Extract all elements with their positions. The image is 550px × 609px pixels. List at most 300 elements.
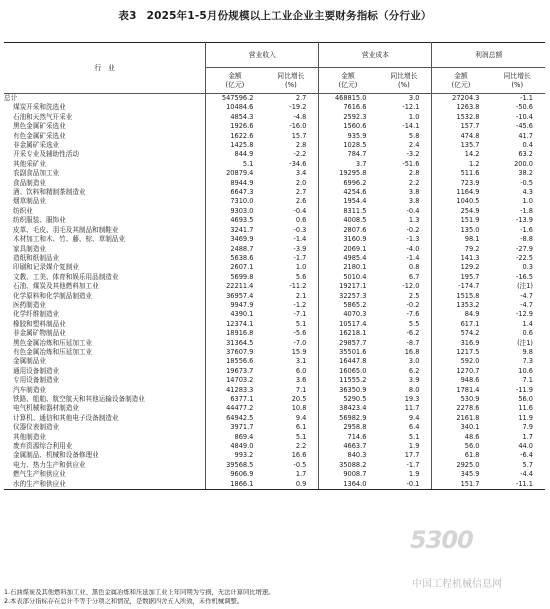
table-row [4, 94, 545, 104]
revenue-value: 9303.0 [230, 206, 254, 215]
table-row [4, 301, 545, 310]
cost-growth: 2.5 [376, 292, 432, 301]
table-row [4, 339, 545, 348]
revenue-growth: -1.7 [263, 254, 319, 263]
table-row [4, 207, 545, 216]
table-row [4, 329, 545, 338]
table-row [4, 292, 545, 301]
profit-value: 157.7 [460, 122, 480, 131]
table-row [4, 367, 545, 376]
cost-growth: 19.3 [376, 395, 432, 404]
table-row [4, 254, 545, 263]
revenue-growth: 5.1 [263, 433, 319, 442]
cost-growth: 1.9 [376, 470, 432, 479]
cost-value: 840.3 [347, 451, 367, 460]
revenue-value: 5638.6 [230, 253, 254, 262]
table-title [0, 8, 550, 23]
profit-value: 2925.0 [456, 460, 480, 469]
revenue-growth: 2.6 [263, 197, 319, 206]
cost-growth: -0.2 [376, 301, 432, 310]
industry-name: 木材加工和木、竹、藤、棕、草制品业 [4, 235, 206, 244]
revenue-value: 20879.4 [226, 169, 254, 178]
revenue-value: 39568.5 [226, 460, 254, 469]
table-row [4, 348, 545, 357]
revenue-value: 41283.3 [226, 385, 254, 394]
cost-growth: -12.1 [376, 103, 432, 112]
table-row [4, 197, 545, 206]
revenue-growth: -3.9 [263, 245, 319, 254]
table-body [4, 94, 545, 490]
cost-value: 3160.9 [343, 235, 367, 244]
industry-name: 铁路、船舶、航空航天和其他运输设备制造业 [4, 395, 206, 404]
profit-growth: -0.5 [520, 178, 533, 187]
table-row [4, 310, 545, 319]
cost-growth: 2.2 [376, 179, 432, 188]
industry-name: 烟草制品业 [4, 197, 206, 206]
revenue-value: 12374.1 [226, 319, 254, 328]
revenue-growth: 2.2 [263, 442, 319, 451]
revenue-value: 1622.6 [230, 131, 254, 140]
industry-name: 其他采矿业 [4, 160, 206, 169]
table-notes [4, 589, 544, 606]
industry-name: 水的生产和供应业 [4, 480, 206, 490]
industry-name: 专用设备制造业 [4, 376, 206, 385]
revenue-value: 5.1 [242, 159, 254, 168]
industry-name: 造纸和纸制品业 [4, 254, 206, 263]
table-row [4, 160, 545, 169]
table-row [4, 235, 545, 244]
revenue-value: 2607.1 [230, 263, 254, 272]
industry-name: 石油、煤炭及其他燃料加工业 [4, 282, 206, 291]
cost-growth: 5.8 [376, 132, 432, 141]
revenue-growth: 20.5 [263, 395, 319, 404]
cost-value: 2592.3 [343, 112, 367, 121]
profit-value: 14.2 [464, 150, 480, 159]
industry-name: 黑色金属矿采选业 [4, 122, 206, 131]
table-row [4, 404, 545, 413]
industry-name: 化学纤维制造业 [4, 310, 206, 319]
revenue-value: 1926.6 [230, 122, 254, 131]
table-row [4, 433, 545, 442]
industry-name: 非金属矿物制品业 [4, 329, 206, 338]
header-revenue: 营业收入 [206, 43, 319, 68]
revenue-growth: 9.4 [263, 414, 319, 423]
profit-value: 48.6 [464, 432, 480, 441]
revenue-growth: -34.6 [263, 160, 319, 169]
cost-growth: 5.1 [376, 433, 432, 442]
profit-value: 345.9 [460, 470, 480, 479]
profit-value: 98.1 [464, 235, 480, 244]
profit-value: 254.9 [460, 206, 480, 215]
header-amount-text: 金额 (亿元) [338, 71, 358, 89]
header-profit-amount [432, 68, 490, 94]
table-row [4, 169, 545, 178]
industry-name: 橡胶和塑料制品业 [4, 320, 206, 329]
cost-growth: -0.1 [376, 480, 432, 490]
cost-value: 38423.4 [339, 404, 367, 413]
cost-value: 4254.6 [343, 188, 367, 197]
revenue-value: 7310.0 [230, 197, 254, 206]
cost-growth: -1.7 [376, 461, 432, 470]
revenue-growth: 2.7 [263, 188, 319, 197]
revenue-value: 844.9 [234, 150, 254, 159]
header-profit-growth [489, 68, 545, 94]
cost-growth: 9.4 [376, 414, 432, 423]
table-row [4, 451, 545, 460]
revenue-value: 8944.9 [230, 178, 254, 187]
header-growth-text: 同比增长 (%) [503, 71, 531, 89]
revenue-value: 3971.7 [230, 423, 254, 432]
cost-value: 1560.6 [343, 122, 367, 131]
revenue-growth: -19.2 [263, 103, 319, 112]
profit-value: 948.6 [460, 376, 480, 385]
cost-growth: 6.2 [376, 367, 432, 376]
header-industry: 行 业 [4, 43, 206, 94]
table-row [4, 461, 545, 470]
table-row [4, 226, 545, 235]
industry-name: 农副食品加工业 [4, 169, 206, 178]
cost-value: 1028.5 [343, 141, 367, 150]
industry-name: 开采专业及辅助性活动 [4, 150, 206, 159]
profit-growth: 0.6 [522, 329, 533, 338]
profit-value: 1040.5 [456, 197, 480, 206]
revenue-value: 1866.1 [206, 480, 264, 490]
cost-growth: -8.7 [376, 339, 432, 348]
cost-growth: 1.0 [376, 113, 432, 122]
cost-growth: -14.1 [376, 122, 432, 131]
cost-value: 2180.1 [343, 263, 367, 272]
profit-value: 141.3 [460, 253, 480, 262]
revenue-growth: 5.1 [263, 320, 319, 329]
cost-value: 19295.8 [339, 169, 367, 178]
profit-value: 27204.3 [452, 94, 480, 102]
cost-value: 2807.6 [343, 225, 367, 234]
revenue-value: 9947.9 [230, 300, 254, 309]
cost-value: 1954.4 [343, 197, 367, 206]
profit-value: 1781.4 [456, 385, 480, 394]
industry-name: 通用设备制造业 [4, 367, 206, 376]
table-number: 表3 [118, 10, 137, 22]
cost-value: 4985.4 [343, 253, 367, 262]
cost-value: 16218.1 [339, 329, 367, 338]
profit-value: 1263.8 [456, 103, 480, 112]
revenue-growth: -0.3 [263, 226, 319, 235]
profit-growth: 7.9 [522, 423, 533, 432]
revenue-growth: 6.1 [263, 423, 319, 432]
profit-growth: -4.7 [520, 300, 533, 309]
header-cost-growth [376, 68, 432, 94]
cost-value: 10517.4 [339, 319, 367, 328]
table-row [4, 442, 545, 451]
profit-growth: -4.7 [520, 291, 533, 300]
table-row [4, 376, 545, 385]
profit-value: 340.1 [460, 423, 480, 432]
revenue-growth: -4.8 [263, 113, 319, 122]
cost-growth: 5.5 [376, 320, 432, 329]
revenue-value: 2488.7 [230, 244, 254, 253]
profit-growth: -45.6 [515, 122, 533, 131]
profit-growth: 56.0 [518, 395, 533, 403]
profit-growth: -8.8 [520, 235, 533, 244]
industry-name: 家具制造业 [4, 245, 206, 254]
cost-growth: 0.8 [376, 263, 432, 272]
profit-growth: -50.6 [515, 103, 533, 112]
profit-growth: 200.0 [514, 159, 533, 168]
industry-name: 汽车制造业 [4, 386, 206, 395]
revenue-value: 4854.3 [230, 112, 254, 121]
revenue-growth: -1.2 [263, 301, 319, 310]
revenue-growth: 6.0 [263, 367, 319, 376]
industry-name: 医药制造业 [4, 301, 206, 310]
cost-value: 468815.0 [334, 94, 367, 102]
profit-value: 151.9 [460, 216, 480, 225]
profit-growth: 5.7 [522, 460, 533, 469]
cost-growth: 2.4 [376, 141, 432, 150]
cost-value: 36350.9 [339, 385, 367, 394]
cost-growth: -6.2 [376, 329, 432, 338]
cost-value: 5865.2 [343, 300, 367, 309]
industry-name: 化学原料和化学制品制造业 [4, 292, 206, 301]
profit-growth: 10.6 [518, 366, 533, 375]
revenue-growth: 16.6 [263, 451, 319, 460]
cost-value: 3.7 [355, 159, 367, 168]
table-row [4, 320, 545, 329]
revenue-growth: 10.8 [263, 404, 319, 413]
industry-name: 石油和天然气开采业 [4, 113, 206, 122]
profit-growth: 63.2 [518, 150, 533, 159]
cost-growth: -51.6 [376, 160, 432, 169]
profit-value: 129.2 [460, 263, 480, 272]
profit-growth: 1.4 [522, 319, 533, 328]
profit-growth: 11.9 [518, 413, 533, 422]
profit-growth: -13.9 [515, 216, 533, 225]
revenue-value: 5699.8 [230, 272, 254, 281]
revenue-value: 22211.4 [226, 282, 254, 291]
revenue-growth: 7.1 [263, 386, 319, 395]
profit-value: -174.7 [458, 282, 480, 291]
revenue-value: 6647.3 [230, 188, 254, 197]
cost-value: 1364.0 [319, 480, 377, 490]
profit-growth: 4.3 [522, 188, 533, 197]
profit-value: 1353.2 [456, 300, 480, 309]
note-1: 1.石油煤炭及其他燃料加工业、黑色金属冶炼和压延加工业上年同期为亏损，无法计算同比增速。 [4, 589, 275, 596]
profit-growth: 7.1 [522, 376, 533, 385]
profit-growth: -16.5 [515, 272, 533, 281]
cost-value: 16447.8 [339, 357, 367, 366]
profit-growth: -11.1 [489, 480, 545, 490]
table-row [4, 273, 545, 282]
revenue-growth: -7.1 [263, 310, 319, 319]
revenue-value: 31364.5 [226, 338, 254, 347]
revenue-growth: -11.2 [263, 282, 319, 291]
industry-name: 仪器仪表制造业 [4, 423, 206, 432]
table-row [4, 386, 545, 395]
watermark-text: 中国工程机械信息网 [412, 579, 502, 590]
profit-value: 723.9 [460, 178, 480, 187]
industry-name: 金属制品业 [4, 357, 206, 366]
industry-name: 电气机械和器材制造业 [4, 404, 206, 413]
cost-growth: -1.4 [376, 254, 432, 263]
profit-growth: 7.3 [522, 357, 533, 366]
cost-value: 4070.3 [343, 310, 367, 319]
profit-value: 474.8 [460, 131, 480, 140]
profit-value: 1.2 [468, 159, 480, 168]
revenue-growth: -2.2 [263, 150, 319, 159]
profit-value: 617.1 [460, 319, 480, 328]
cost-value: 32257.3 [339, 291, 367, 300]
table-row [4, 150, 545, 159]
revenue-growth: 2.1 [263, 292, 319, 301]
industry-name: 皮革、毛皮、羽毛及其制品和制鞋业 [4, 226, 206, 235]
cost-value: 29857.7 [339, 338, 367, 347]
profit-growth: 0.4 [522, 141, 533, 150]
profit-growth: -12.9 [515, 310, 533, 319]
header-growth-text: 同比增长 (%) [390, 71, 418, 89]
profit-value: 1532.8 [456, 112, 480, 121]
cost-growth: -0.4 [376, 207, 432, 216]
revenue-value: 10484.6 [226, 103, 254, 112]
cost-value: 5010.4 [343, 272, 367, 281]
table-row [4, 414, 545, 423]
industry-name: 煤炭开采和洗选业 [4, 103, 206, 112]
profit-value: 316.9 [460, 338, 480, 347]
revenue-value: 36957.4 [226, 291, 254, 300]
revenue-growth: -5.6 [263, 329, 319, 338]
table-row [4, 357, 545, 366]
revenue-growth: 5.6 [263, 273, 319, 282]
note-2: 2.本表部分指标存在总计不等于分项之和情况，是数据四舍五入所致，未作机械调整。 [4, 597, 243, 605]
revenue-value: 64942.5 [226, 413, 254, 422]
revenue-value: 18916.8 [226, 329, 254, 338]
industry-name: 有色金属冶炼和压延加工业 [4, 348, 206, 357]
cost-value: 9008.7 [343, 470, 367, 479]
profit-value: 195.7 [460, 272, 480, 281]
profit-growth: -27.9 [515, 244, 533, 253]
table-row [4, 141, 545, 150]
cost-value: 2958.8 [343, 423, 367, 432]
profit-value: 592.0 [460, 357, 480, 366]
revenue-growth: 0.6 [263, 216, 319, 225]
revenue-growth: 3.1 [263, 357, 319, 366]
cost-value: 4663.7 [343, 442, 367, 451]
profit-growth: 0.3 [522, 263, 533, 272]
table-row [4, 103, 545, 112]
revenue-growth: 0.9 [263, 480, 319, 490]
cost-growth: 3.0 [376, 94, 432, 104]
cost-growth: 3.8 [376, 188, 432, 197]
revenue-growth: -0.4 [263, 207, 319, 216]
profit-growth: -10.4 [515, 112, 533, 121]
industry-name: 食品制造业 [4, 179, 206, 188]
watermark-logo: 5300 [410, 526, 473, 554]
industry-name: 燃气生产和供应业 [4, 470, 206, 479]
table-row [4, 395, 545, 404]
table-row [4, 423, 545, 432]
cost-growth: -1.3 [376, 235, 432, 244]
cost-growth: 2.8 [376, 169, 432, 178]
profit-value: 135.7 [460, 141, 480, 150]
industry-name: 电力、热力生产和供应业 [4, 461, 206, 470]
profit-value: 511.6 [460, 169, 480, 178]
table-row [4, 188, 545, 197]
profit-growth: -6.4 [520, 451, 533, 460]
revenue-growth: 1.7 [263, 470, 319, 479]
profit-growth: -4.4 [520, 470, 533, 479]
cost-value: 6996.2 [343, 178, 367, 187]
profit-value: 1270.7 [456, 366, 480, 375]
industry-name: 总计 [4, 94, 206, 104]
industry-name: 文教、工美、体育和娱乐用品制造业 [4, 273, 206, 282]
header-revenue-amount [206, 68, 264, 94]
revenue-value: 6377.1 [230, 395, 254, 403]
profit-growth: 38.2 [518, 169, 533, 178]
revenue-value: 4849.0 [230, 442, 254, 451]
profit-value: 61.8 [464, 451, 480, 460]
cost-growth: 3.8 [376, 197, 432, 206]
header-amount-text: 金额 (亿元) [451, 71, 471, 89]
profit-value: 1217.5 [456, 347, 480, 356]
revenue-value: 9606.9 [230, 470, 254, 479]
industry-name: 黑色金属冶炼和压延加工业 [4, 339, 206, 348]
profit-growth: 1.0 [522, 197, 533, 206]
revenue-value: 3469.9 [230, 235, 254, 244]
industry-name: 金属制品、机械和设备修理业 [4, 451, 206, 460]
cost-growth: 17.7 [376, 451, 432, 460]
revenue-growth: 1.0 [263, 263, 319, 272]
profit-growth: -11.9 [515, 385, 533, 394]
table-row [4, 113, 545, 122]
cost-value: 19217.1 [339, 282, 367, 291]
profit-growth: (注1) [517, 282, 533, 291]
revenue-growth: -7.0 [263, 339, 319, 348]
profit-growth: -22.5 [515, 253, 533, 262]
profit-value: 530.9 [460, 395, 480, 403]
table-row [4, 282, 545, 291]
table-row [4, 122, 545, 131]
industry-name: 纺织服装、服饰业 [4, 216, 206, 225]
cost-value: 4008.5 [343, 216, 367, 225]
cost-growth: 11.7 [376, 404, 432, 413]
cost-growth: 3.0 [376, 357, 432, 366]
table-row [4, 132, 545, 141]
revenue-value: 547596.2 [221, 94, 254, 102]
revenue-value: 37607.9 [226, 347, 254, 356]
header-amount-text: 金额 (亿元) [225, 71, 245, 89]
header-profit: 利润总额 [432, 43, 545, 68]
profit-value: 574.2 [460, 329, 480, 338]
revenue-value: 993.2 [234, 451, 254, 460]
financial-indicators-table [4, 42, 545, 490]
cost-growth: -3.2 [376, 150, 432, 159]
revenue-growth: 15.7 [263, 132, 319, 141]
cost-growth: 6.4 [376, 423, 432, 432]
profit-growth: 41.7 [518, 131, 533, 140]
cost-growth: 16.8 [376, 348, 432, 357]
industry-name: 其他制造业 [4, 433, 206, 442]
cost-value: 8311.5 [343, 206, 367, 215]
profit-growth: 9.8 [522, 347, 533, 356]
profit-value: 2278.6 [456, 404, 480, 413]
profit-value: 151.7 [432, 480, 490, 490]
profit-value: 79.2 [464, 244, 480, 253]
industry-name: 计算机、通信和其他电子设备制造业 [4, 414, 206, 423]
cost-growth: 1.9 [376, 442, 432, 451]
header-growth-text: 同比增长 (%) [277, 71, 305, 89]
cost-growth: 1.3 [376, 216, 432, 225]
header-cost-amount [319, 68, 377, 94]
cost-value: 35088.2 [339, 460, 367, 469]
cost-growth: -12.0 [376, 282, 432, 291]
